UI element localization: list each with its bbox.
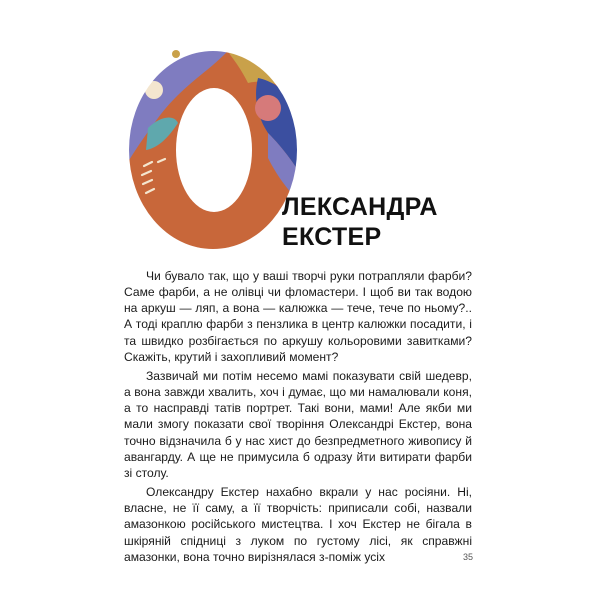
title-line-1: ЛЕКСАНДРА bbox=[282, 193, 438, 221]
drop-cap-letter-o bbox=[118, 38, 308, 256]
page-number: 35 bbox=[463, 552, 474, 562]
paragraph: Зазвичай ми потім несемо мамі показувати свій шедевр, а вона завжди хвалить, хоч і думає, що ми намалювали коня, а то насправді татів портрет. Такі вони, мами! Але якби ми мали змогу показати свої творіння Олександрі Екстер, вона точно відзначила б у нас хист до безпредметного живопису й авангарду. А ще не примусила б одразу йти витирати фарби зі столу. bbox=[124, 368, 472, 480]
article-body bbox=[124, 268, 472, 568]
paragraph: Чи бувало так, що у ваші творчі руки потрапляли фарби? Саме фарби, а не олівці чи фломастери. І щоб ви так водою на аркуш — ляп, а вона — калюжка — тече, тече по ньому?.. А тоді краплю фарби з пензлика в центр калюжки посадити, і та швидко розбігається по аркушу кольоровими завитками? Скажіть, крутий і захопливий момент? bbox=[124, 269, 472, 364]
title-line-2: ЕКСТЕР bbox=[282, 223, 382, 251]
article-title bbox=[282, 192, 438, 252]
paragraph: Олександру Екстер нахабно вкрали у нас росіяни. Ні, власне, не її саму, а її творчість: приписали собі, назвали амазонкою російського мистецтва. І хоч Екстер не бігала в шкіряній спідниці з луком по густому лісі, як справжні амазонки, вона точно вирізнялася з-поміж усіх bbox=[124, 485, 472, 564]
